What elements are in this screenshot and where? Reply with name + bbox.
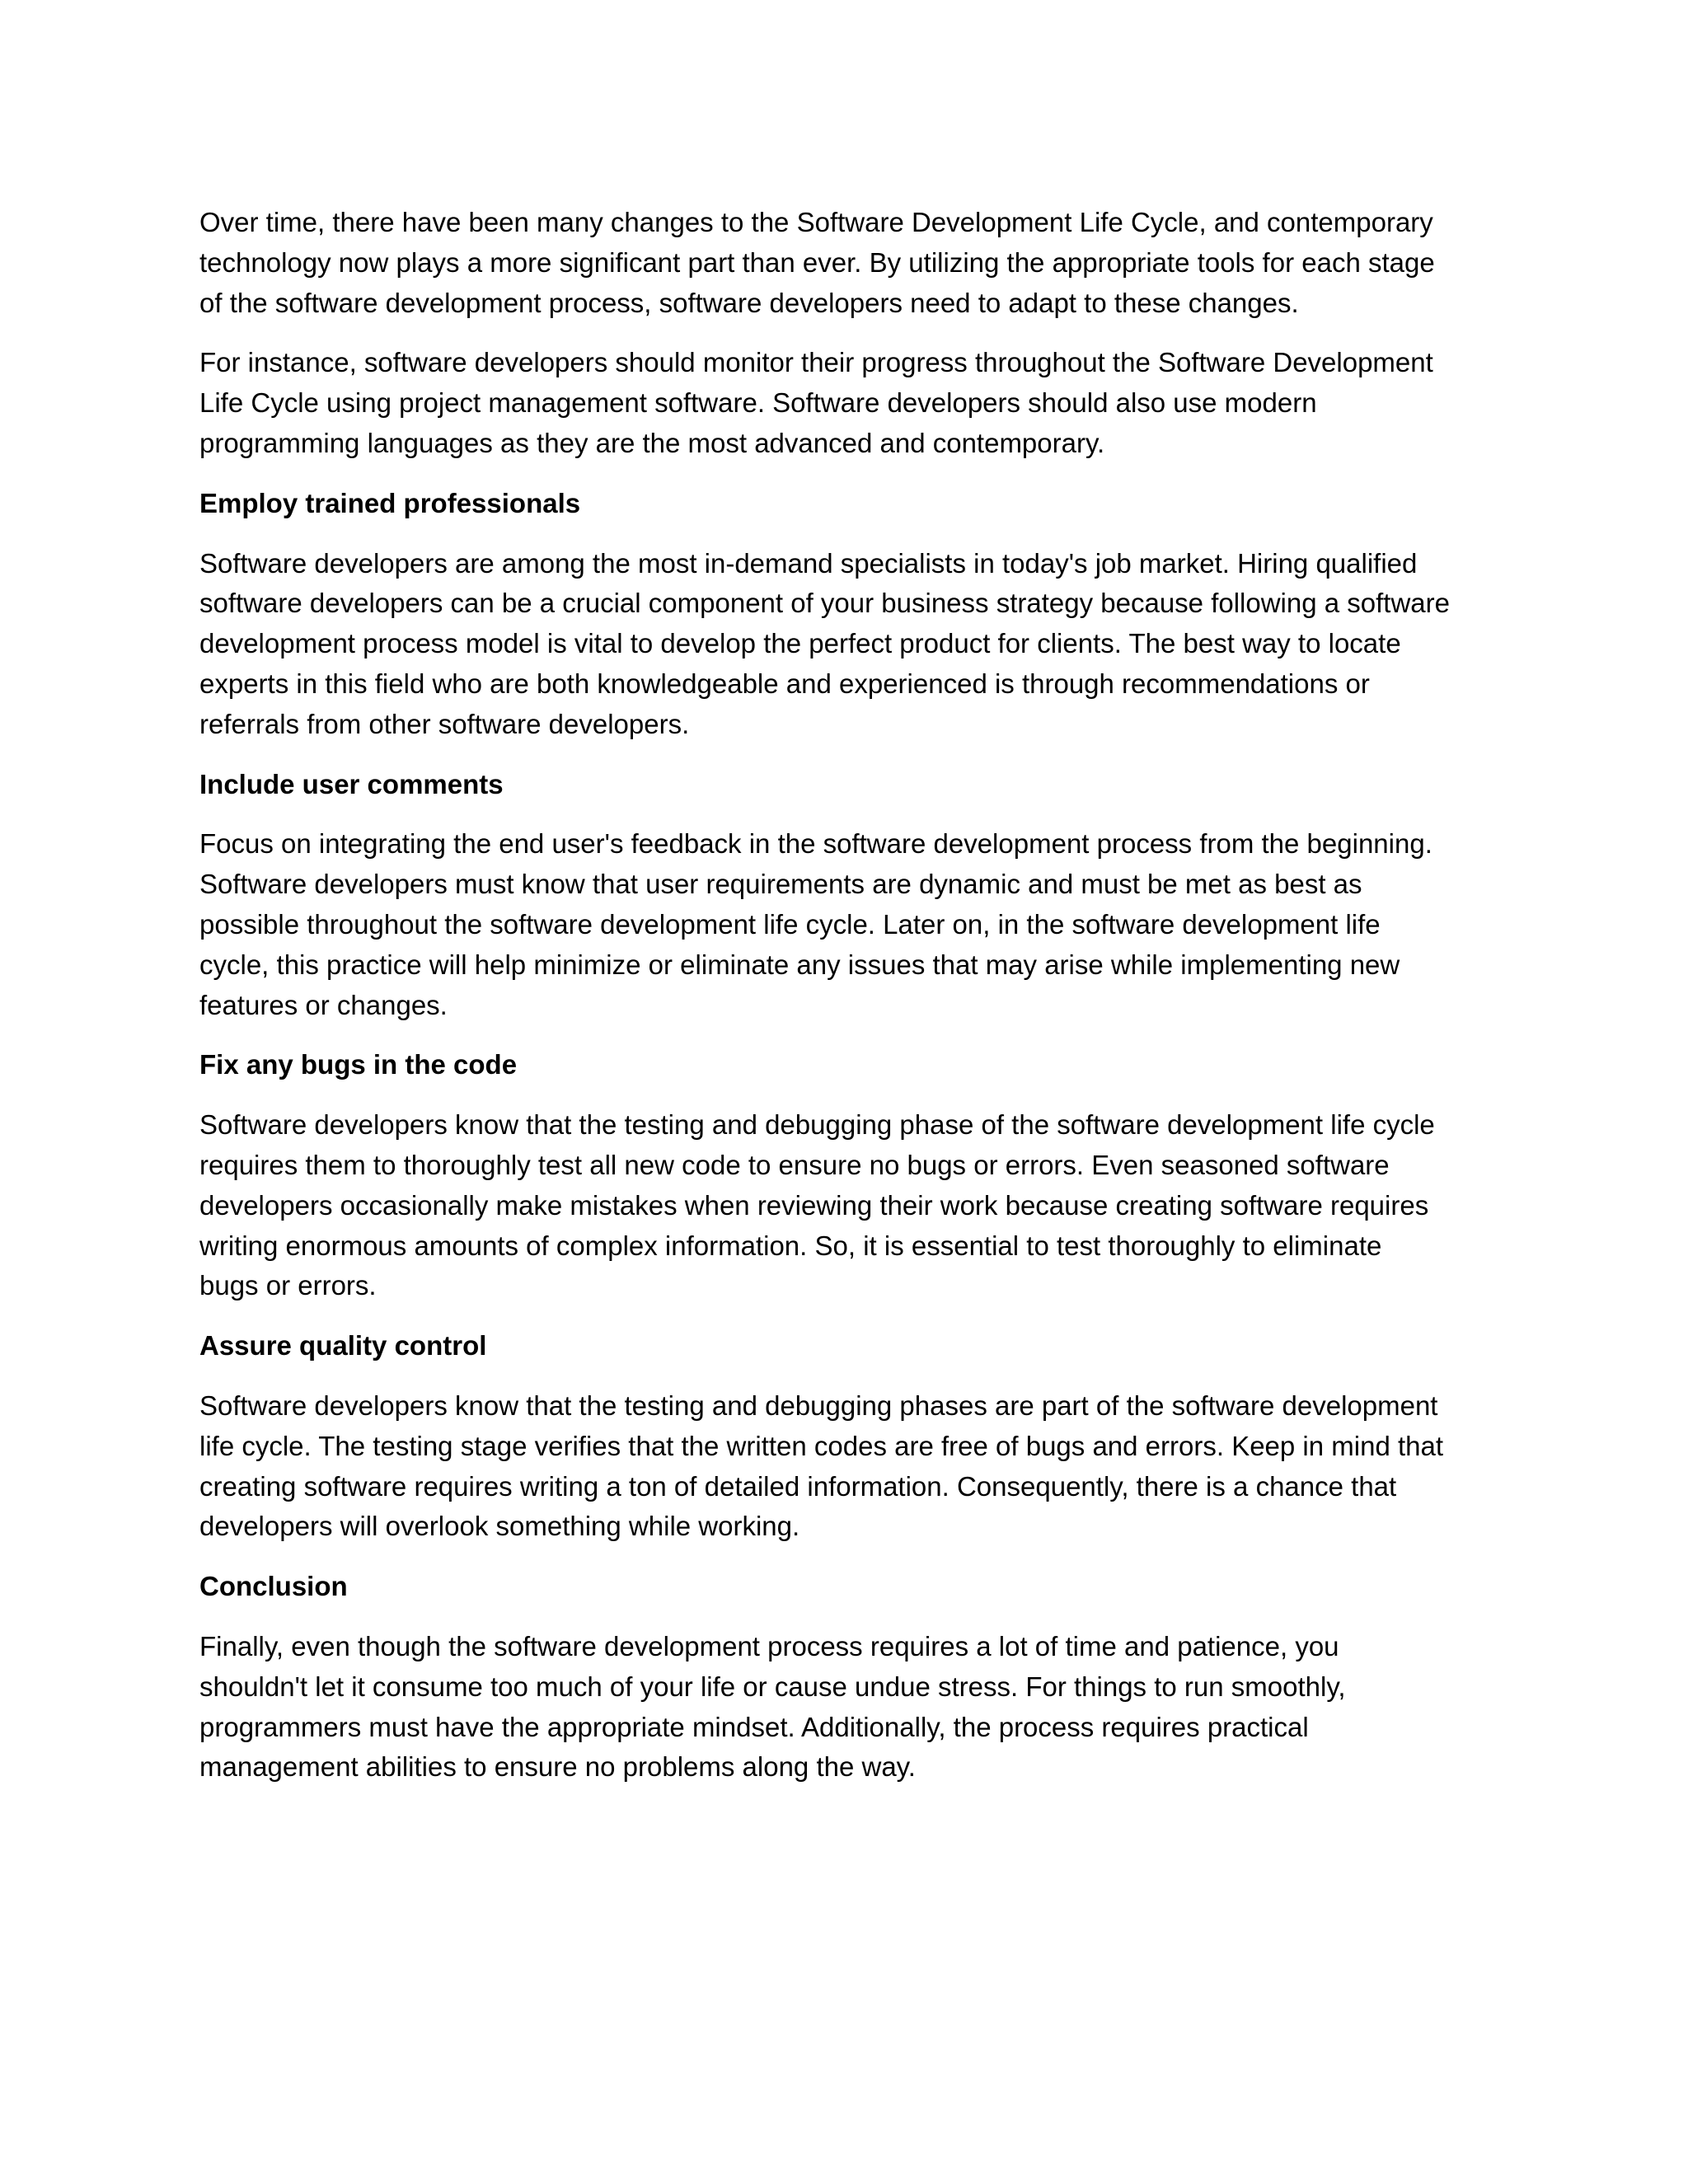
text-line: technology now plays a more significant part than ever. By utilizing the appropriate tools for each stage <box>199 246 1435 278</box>
paragraph-fix-bugs <box>199 1105 1502 1306</box>
text-line: development process model is vital to develop the perfect product for clients. The best way to locate <box>199 628 1401 659</box>
document-body <box>199 203 1502 1807</box>
paragraph-user-comments <box>199 824 1502 1025</box>
text-line: Software developers must know that user requirements are dynamic and must be met as best as <box>199 869 1362 900</box>
paragraph-conclusion <box>199 1627 1502 1788</box>
text-line: programming languages as they are the most advanced and contemporary. <box>199 427 1105 458</box>
text-line: software developers can be a crucial component of your business strategy because following a software <box>199 588 1451 619</box>
text-line: For instance, software developers should monitor their progress throughout the Software Development <box>199 347 1433 378</box>
text-line: Software developers are among the most in-demand specialists in today's job market. Hiring qualified <box>199 547 1418 579</box>
paragraph-quality-control <box>199 1386 1502 1547</box>
heading-employ-trained-professionals: Employ trained professionals <box>199 487 581 518</box>
text-line: Focus on integrating the end user's feedback in the software development process from the beginning. <box>199 828 1432 860</box>
text-line: requires them to thoroughly test all new code to ensure no bugs or errors. Even seasoned software <box>199 1149 1390 1180</box>
text-line: developers will overlook something while working. <box>199 1511 800 1542</box>
heading-conclusion: Conclusion <box>199 1571 348 1602</box>
text-line: programmers must have the appropriate mindset. Additionally, the process requires practical <box>199 1711 1309 1742</box>
text-line: features or changes. <box>199 989 448 1020</box>
text-line: life cycle. The testing stage verifies that the written codes are free of bugs and errors. Keep in mind that <box>199 1430 1444 1461</box>
text-line: Software developers know that the testing and debugging phase of the software development life cycle <box>199 1109 1435 1141</box>
heading-fix-bugs: Fix any bugs in the code <box>199 1049 518 1080</box>
text-line: bugs or errors. <box>199 1270 377 1301</box>
paragraph-instance <box>199 343 1502 463</box>
text-line: shouldn't let it consume too much of your life or cause undue stress. For things to run smoothly, <box>199 1671 1346 1702</box>
text-line: cycle, this practice will help minimize or eliminate any issues that may arise while implementing new <box>199 949 1400 980</box>
text-line: Software developers know that the testing and debugging phases are part of the software development <box>199 1390 1438 1421</box>
text-line: of the software development process, software developers need to adapt to these changes. <box>199 287 1299 318</box>
text-line: management abilities to ensure no problems along the way. <box>199 1751 916 1783</box>
heading-assure-quality-control: Assure quality control <box>199 1330 487 1361</box>
paragraph-intro <box>199 203 1502 323</box>
paragraph-employ <box>199 544 1502 745</box>
text-line: referrals from other software developers. <box>199 708 690 739</box>
text-line: writing enormous amounts of complex information. So, it is essential to test thoroughly to eliminate <box>199 1230 1382 1261</box>
text-line: experts in this field who are both knowledgeable and experienced is through recommendations or <box>199 668 1370 699</box>
text-line: creating software requires writing a ton of detailed information. Consequently, there is a chance that <box>199 1470 1397 1502</box>
text-line: developers occasionally make mistakes when reviewing their work because creating software requires <box>199 1189 1429 1221</box>
text-line: Life Cycle using project management software. Software developers should also use modern <box>199 387 1317 419</box>
heading-include-user-comments: Include user comments <box>199 768 504 799</box>
text-line: Over time, there have been many changes to the Software Development Life Cycle, and contemporary <box>199 207 1433 237</box>
text-line: Finally, even though the software development process requires a lot of time and patience, you <box>199 1630 1339 1661</box>
text-line: possible throughout the software development life cycle. Later on, in the software development life <box>199 908 1381 940</box>
